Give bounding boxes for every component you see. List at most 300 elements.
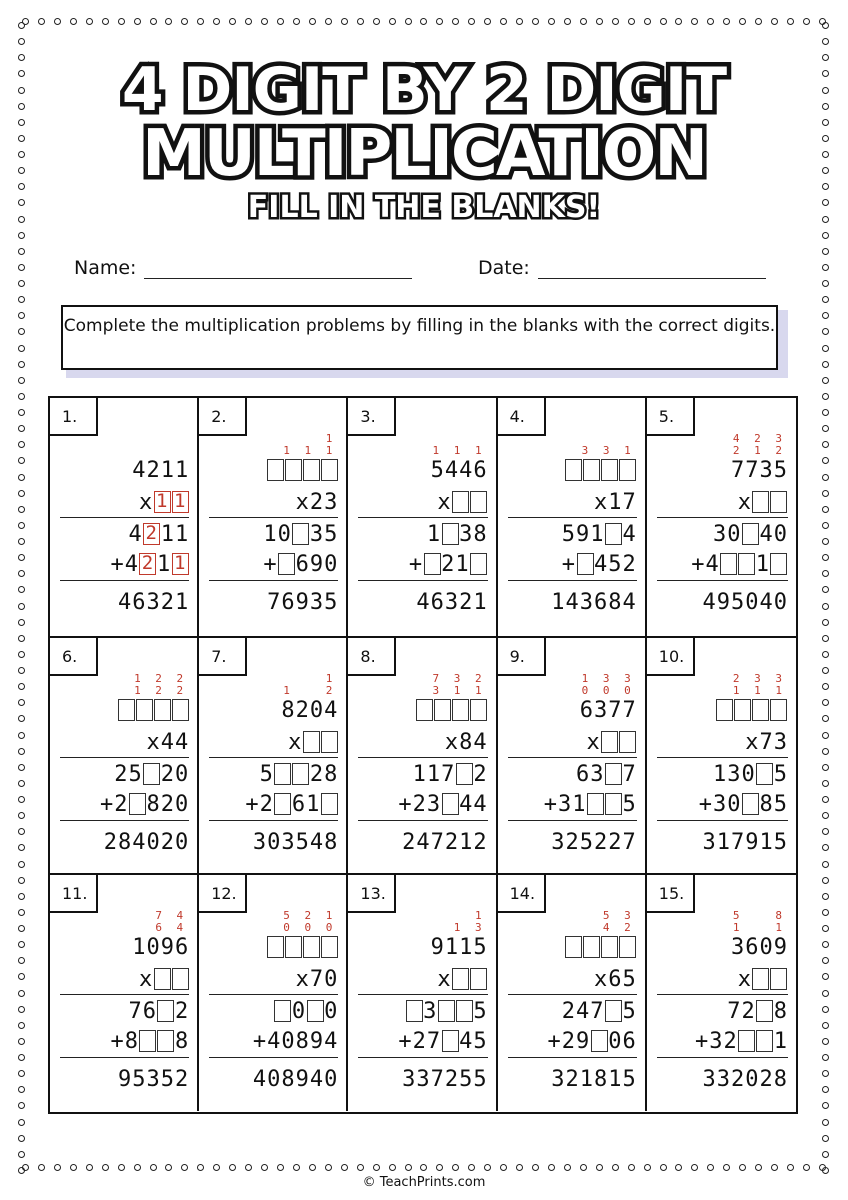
sum-line bbox=[60, 1057, 189, 1058]
partial-product-row-2: + 4 1 bbox=[681, 552, 788, 576]
blank-digit-box[interactable] bbox=[438, 1000, 455, 1022]
blank-digit-box[interactable] bbox=[292, 763, 309, 785]
product-line bbox=[508, 994, 637, 995]
operator-sign: x bbox=[586, 729, 601, 755]
blank-digit-box[interactable] bbox=[756, 1000, 773, 1022]
problem-number: 3. bbox=[348, 398, 396, 436]
border-dot bbox=[822, 780, 829, 787]
border-dot bbox=[18, 1070, 25, 1077]
border-dot bbox=[822, 264, 829, 271]
blank-digit-box[interactable] bbox=[605, 1000, 622, 1022]
multiplier-row: x 44 bbox=[146, 729, 190, 755]
multiplier-row: x 70 bbox=[295, 966, 339, 992]
border-dot bbox=[822, 1119, 829, 1126]
blank-digit-box[interactable] bbox=[285, 459, 302, 481]
multiplicand-row bbox=[416, 698, 488, 722]
final-product-row: 46321 bbox=[416, 589, 488, 615]
partial-product-row-1: 10 35 bbox=[263, 521, 339, 547]
filled-answer-box: 2 bbox=[139, 553, 156, 575]
product-line bbox=[358, 517, 487, 518]
blank-digit-box[interactable] bbox=[143, 763, 160, 785]
blank-digit-box[interactable] bbox=[770, 553, 787, 575]
partial-product-row-1: 72 8 bbox=[727, 998, 788, 1024]
problem-cell bbox=[498, 398, 647, 638]
carry-digits-top: 5 8 bbox=[732, 909, 786, 922]
partial-product-row-1: 591 4 bbox=[561, 521, 637, 547]
operator-sign: + bbox=[110, 1028, 125, 1054]
operator-sign: + bbox=[245, 791, 260, 817]
blank-digit-box[interactable] bbox=[605, 763, 622, 785]
blank-digit-box[interactable] bbox=[307, 1000, 324, 1022]
partial-product-row-1: 4 2 11 bbox=[128, 521, 190, 547]
filled-answer-box: 1 bbox=[172, 553, 189, 575]
border-dot bbox=[822, 683, 829, 690]
product-line bbox=[358, 994, 487, 995]
operator-sign: x bbox=[295, 489, 310, 515]
name-label: Name: bbox=[74, 257, 137, 279]
operator-sign: x bbox=[437, 966, 452, 992]
blank-digit-box[interactable] bbox=[172, 699, 189, 721]
border-dot bbox=[822, 522, 829, 529]
border-dot bbox=[707, 1164, 714, 1171]
blank-digit-box[interactable] bbox=[321, 731, 338, 753]
carry-digits-top: 1 bbox=[325, 432, 337, 445]
operator-sign: + bbox=[99, 791, 115, 817]
border-dot bbox=[18, 409, 25, 416]
carry-digits: 1 1 1 bbox=[732, 684, 786, 697]
partial-product-row-2: + 31 5 bbox=[543, 791, 637, 817]
multiplicand-row: 5446 bbox=[430, 457, 488, 483]
border-dot bbox=[18, 441, 25, 448]
multiplier-row: x 84 bbox=[444, 729, 488, 755]
blank-digit-box[interactable] bbox=[601, 936, 618, 958]
partial-product-row-2: + 27 45 bbox=[398, 1028, 488, 1054]
operator-sign: x bbox=[138, 966, 154, 992]
blank-digit-box[interactable] bbox=[738, 1030, 755, 1052]
sum-line bbox=[508, 820, 637, 821]
blank-digit-box[interactable] bbox=[619, 936, 636, 958]
operator-sign: + bbox=[698, 791, 713, 817]
problem-cell bbox=[50, 398, 199, 638]
border-dot bbox=[18, 973, 25, 980]
sum-line bbox=[508, 1057, 637, 1058]
blank-digit-box[interactable] bbox=[172, 968, 189, 990]
border-dot bbox=[612, 18, 619, 25]
partial-product-row-2: + 690 bbox=[263, 551, 339, 577]
blank-digit-box[interactable] bbox=[770, 968, 787, 990]
partial-product-row-1: 63 7 bbox=[576, 761, 637, 787]
blank-digit-box[interactable] bbox=[577, 553, 594, 575]
border-dot bbox=[675, 18, 682, 25]
blank-digit-box[interactable] bbox=[565, 936, 582, 958]
border-dot bbox=[18, 570, 25, 577]
border-dot bbox=[452, 18, 459, 25]
border-dot bbox=[213, 18, 220, 25]
blank-digit-box[interactable] bbox=[303, 731, 320, 753]
blank-digit-box[interactable] bbox=[770, 491, 787, 513]
border-dot bbox=[18, 1135, 25, 1142]
product-line bbox=[209, 517, 338, 518]
blank-digit-box[interactable] bbox=[756, 763, 773, 785]
blank-digit-box[interactable] bbox=[770, 699, 787, 721]
multiplier-row: x 65 bbox=[594, 966, 637, 992]
blank-digit-box[interactable] bbox=[442, 523, 459, 545]
border-dot bbox=[18, 22, 25, 29]
border-dot bbox=[54, 1164, 61, 1171]
sum-line bbox=[657, 1057, 788, 1058]
blank-digit-box[interactable] bbox=[456, 1000, 473, 1022]
operator-sign: + bbox=[398, 791, 413, 817]
problem-cell bbox=[50, 875, 199, 1111]
product-line bbox=[209, 757, 338, 758]
problem-cell bbox=[199, 638, 348, 875]
problem-cell bbox=[348, 398, 497, 638]
blank-digit-box[interactable] bbox=[321, 459, 338, 481]
final-product-row: 325227 bbox=[551, 829, 637, 855]
border-dot bbox=[822, 586, 829, 593]
blank-digit-box[interactable] bbox=[601, 459, 618, 481]
partial-product-row-1: 247 5 bbox=[561, 998, 637, 1024]
worksheet-title-line-2: MULTIPLICATION bbox=[142, 117, 706, 191]
border-dot bbox=[500, 18, 507, 25]
border-dot bbox=[532, 18, 539, 25]
border-dot bbox=[18, 377, 25, 384]
operator-sign: + bbox=[691, 551, 706, 577]
border-dot bbox=[822, 248, 829, 255]
blank-digit-box[interactable] bbox=[565, 459, 582, 481]
border-dot bbox=[18, 619, 25, 626]
dotted-border-bottom bbox=[22, 1164, 826, 1172]
blank-digit-box[interactable] bbox=[601, 731, 618, 753]
blank-digit-box[interactable] bbox=[605, 523, 622, 545]
blank-digit-box[interactable] bbox=[136, 699, 153, 721]
border-dot bbox=[822, 812, 829, 819]
blank-digit-box[interactable] bbox=[470, 553, 487, 575]
partial-product-row-1: 117 2 bbox=[412, 761, 488, 787]
blank-digit-box[interactable] bbox=[720, 553, 737, 575]
problem-number: 1. bbox=[50, 398, 98, 436]
border-dot bbox=[803, 18, 810, 25]
operator-sign: x bbox=[737, 966, 752, 992]
border-dot bbox=[18, 699, 25, 706]
border-dot bbox=[822, 973, 829, 980]
border-dot bbox=[755, 18, 762, 25]
operator-sign: x bbox=[594, 966, 609, 992]
blank-digit-box[interactable] bbox=[274, 1000, 291, 1022]
border-dot bbox=[822, 796, 829, 803]
worksheet-title-line-1: 4 DIGIT BY 2 DIGIT bbox=[121, 55, 727, 125]
blank-digit-box[interactable] bbox=[278, 553, 295, 575]
border-dot bbox=[532, 1164, 539, 1171]
border-dot bbox=[822, 554, 829, 561]
product-line bbox=[508, 757, 637, 758]
multiplier-row bbox=[129, 967, 189, 991]
border-dot bbox=[18, 909, 25, 916]
blank-digit-box[interactable] bbox=[619, 459, 636, 481]
border-dot bbox=[18, 538, 25, 545]
border-dot bbox=[564, 18, 571, 25]
blank-digit-box[interactable] bbox=[583, 459, 600, 481]
border-dot bbox=[18, 1119, 25, 1126]
blank-digit-box[interactable] bbox=[470, 699, 487, 721]
problem-number: 14. bbox=[498, 875, 546, 913]
blank-digit-box[interactable] bbox=[716, 699, 733, 721]
date-field[interactable] bbox=[478, 257, 766, 279]
blank-digit-box[interactable] bbox=[157, 1030, 174, 1052]
border-dot bbox=[38, 18, 45, 25]
operator-sign: x bbox=[444, 729, 460, 755]
final-product-row: 143684 bbox=[551, 589, 637, 615]
problem-cell bbox=[199, 875, 348, 1111]
blank-digit-box[interactable] bbox=[154, 968, 171, 990]
border-dot bbox=[405, 18, 412, 25]
final-product-row: 303548 bbox=[252, 829, 339, 855]
blank-digit-box[interactable] bbox=[752, 968, 769, 990]
border-dot bbox=[484, 18, 491, 25]
blank-digit-box[interactable] bbox=[154, 699, 171, 721]
blank-digit-box[interactable] bbox=[734, 699, 751, 721]
partial-product-row-1: 3 5 bbox=[405, 999, 488, 1023]
border-dot bbox=[580, 18, 587, 25]
carry-digits: 1 2 2 bbox=[134, 684, 188, 697]
blank-digit-box[interactable] bbox=[452, 491, 469, 513]
blank-digit-box[interactable] bbox=[752, 699, 769, 721]
multiplicand-row: 7735 bbox=[730, 457, 788, 483]
date-line[interactable] bbox=[538, 259, 766, 279]
border-dot bbox=[822, 990, 829, 997]
blank-digit-box[interactable] bbox=[742, 793, 759, 815]
border-dot bbox=[452, 1164, 459, 1171]
blank-digit-box[interactable] bbox=[456, 763, 473, 785]
multiplicand-row bbox=[565, 458, 637, 482]
blank-digit-box[interactable] bbox=[619, 731, 636, 753]
operator-sign: x bbox=[437, 489, 452, 515]
blank-digit-box[interactable] bbox=[752, 491, 769, 513]
carry-digits-top: 1 bbox=[325, 672, 337, 685]
border-dot bbox=[229, 1164, 236, 1171]
carry-digits: 1 1 1 bbox=[283, 444, 337, 457]
border-dot bbox=[548, 1164, 555, 1171]
border-dot bbox=[822, 844, 829, 851]
blank-digit-box[interactable] bbox=[157, 1000, 174, 1022]
carry-digits: 1 1 1 bbox=[432, 444, 486, 457]
problem-cell bbox=[647, 875, 796, 1111]
border-dot bbox=[723, 1164, 730, 1171]
blank-digit-box[interactable] bbox=[756, 1030, 773, 1052]
border-dot bbox=[822, 1086, 829, 1093]
carry-digits: 0 0 0 bbox=[283, 921, 337, 934]
filled-answer-box: 2 bbox=[143, 523, 160, 545]
border-dot bbox=[707, 18, 714, 25]
border-dot bbox=[86, 1164, 93, 1171]
border-dot bbox=[18, 1006, 25, 1013]
multiplicand-row: 1096 bbox=[132, 934, 190, 960]
blank-digit-box[interactable] bbox=[118, 699, 135, 721]
blank-digit-box[interactable] bbox=[605, 793, 622, 815]
carry-digits: 3 1 1 bbox=[432, 684, 486, 697]
border-dot bbox=[822, 925, 829, 932]
border-dot bbox=[277, 18, 284, 25]
partial-product-row-2: + 30 85 bbox=[698, 791, 788, 817]
carry-digits-top: 4 2 3 bbox=[732, 432, 786, 445]
border-dot bbox=[261, 1164, 268, 1171]
blank-digit-box[interactable] bbox=[321, 936, 338, 958]
product-line bbox=[60, 517, 189, 518]
border-dot bbox=[18, 780, 25, 787]
blank-digit-box[interactable] bbox=[442, 793, 459, 815]
border-dot bbox=[18, 425, 25, 432]
border-dot bbox=[822, 877, 829, 884]
problem-cell bbox=[348, 875, 497, 1111]
border-dot bbox=[628, 1164, 635, 1171]
border-dot bbox=[822, 1054, 829, 1061]
blank-digit-box[interactable] bbox=[292, 523, 309, 545]
border-dot bbox=[197, 18, 204, 25]
name-line[interactable] bbox=[144, 259, 412, 279]
border-dot bbox=[229, 18, 236, 25]
operator-sign: + bbox=[110, 551, 125, 577]
border-dot bbox=[822, 1022, 829, 1029]
border-dot bbox=[548, 18, 555, 25]
product-line bbox=[209, 994, 338, 995]
problem-number: 5. bbox=[647, 398, 695, 436]
blank-digit-box[interactable] bbox=[303, 936, 320, 958]
blank-digit-box[interactable] bbox=[321, 793, 338, 815]
blank-digit-box[interactable] bbox=[274, 763, 291, 785]
blank-digit-box[interactable] bbox=[452, 968, 469, 990]
blank-digit-box[interactable] bbox=[470, 968, 487, 990]
blank-digit-box[interactable] bbox=[452, 699, 469, 721]
blank-digit-box[interactable] bbox=[406, 1000, 423, 1022]
blank-digit-box[interactable] bbox=[583, 936, 600, 958]
sum-line bbox=[209, 1057, 338, 1058]
border-dot bbox=[822, 1135, 829, 1142]
border-dot bbox=[54, 18, 61, 25]
blank-digit-box[interactable] bbox=[274, 793, 291, 815]
border-dot bbox=[18, 893, 25, 900]
border-dot bbox=[771, 1164, 778, 1171]
border-dot bbox=[18, 1151, 25, 1158]
border-dot bbox=[691, 18, 698, 25]
border-dot bbox=[822, 715, 829, 722]
border-dot bbox=[436, 18, 443, 25]
border-dot bbox=[822, 667, 829, 674]
multiplier-row bbox=[728, 490, 788, 514]
border-dot bbox=[373, 1164, 380, 1171]
blank-digit-box[interactable] bbox=[416, 699, 433, 721]
carry-digits-top: 7 4 bbox=[155, 909, 188, 922]
border-dot bbox=[822, 764, 829, 771]
border-dot bbox=[596, 18, 603, 25]
blank-digit-box[interactable] bbox=[442, 1030, 459, 1052]
blank-digit-box[interactable] bbox=[470, 491, 487, 513]
problem-number: 7. bbox=[199, 638, 247, 676]
border-dot bbox=[822, 619, 829, 626]
border-dot bbox=[660, 18, 667, 25]
border-dot bbox=[18, 393, 25, 400]
border-dot bbox=[822, 38, 829, 45]
carry-digits: 1 3 bbox=[453, 921, 486, 934]
border-dot bbox=[18, 312, 25, 319]
blank-digit-box[interactable] bbox=[267, 936, 284, 958]
partial-product-row-2: + 452 bbox=[561, 551, 637, 577]
partial-product-row-2: + 32 1 bbox=[694, 1028, 788, 1054]
border-dot bbox=[803, 1164, 810, 1171]
border-dot bbox=[134, 1164, 141, 1171]
operator-sign: + bbox=[543, 791, 559, 817]
final-product-row: 317915 bbox=[702, 829, 788, 855]
carry-digits-top: 7 3 2 bbox=[432, 672, 486, 685]
border-dot bbox=[357, 1164, 364, 1171]
border-dot bbox=[18, 1038, 25, 1045]
border-dot bbox=[822, 538, 829, 545]
sum-line bbox=[358, 820, 487, 821]
blank-digit-box[interactable] bbox=[267, 459, 284, 481]
partial-product-row-1: 0 0 bbox=[274, 999, 339, 1023]
border-dot bbox=[18, 603, 25, 610]
border-dot bbox=[18, 941, 25, 948]
border-dot bbox=[102, 1164, 109, 1171]
border-dot bbox=[18, 280, 25, 287]
operator-sign: + bbox=[252, 1028, 268, 1054]
carry-digits: 3 3 1 bbox=[581, 444, 635, 457]
product-line bbox=[657, 994, 788, 995]
blank-digit-box[interactable] bbox=[303, 459, 320, 481]
border-dot bbox=[18, 1102, 25, 1109]
filled-answer-box: 1 bbox=[172, 491, 189, 513]
name-field[interactable] bbox=[74, 257, 412, 279]
blank-digit-box[interactable] bbox=[738, 553, 755, 575]
multiplicand-row: 8204 bbox=[281, 697, 339, 723]
border-dot bbox=[822, 732, 829, 739]
partial-product-row-1: 130 5 bbox=[712, 761, 788, 787]
border-dot bbox=[420, 18, 427, 25]
blank-digit-box[interactable] bbox=[591, 1030, 608, 1052]
blank-digit-box[interactable] bbox=[587, 793, 604, 815]
multiplicand-row bbox=[117, 698, 189, 722]
blank-digit-box[interactable] bbox=[139, 1030, 156, 1052]
final-product-row: 332028 bbox=[702, 1066, 788, 1092]
border-dot bbox=[18, 925, 25, 932]
problem-number: 9. bbox=[498, 638, 546, 676]
border-dot bbox=[18, 1086, 25, 1093]
partial-product-row-2: + 23 44 bbox=[398, 791, 488, 817]
blank-digit-box[interactable] bbox=[434, 699, 451, 721]
border-dot bbox=[18, 812, 25, 819]
blank-digit-box[interactable] bbox=[285, 936, 302, 958]
multiplicand-row bbox=[266, 935, 338, 959]
operator-sign: x bbox=[745, 729, 760, 755]
blank-digit-box[interactable] bbox=[424, 553, 441, 575]
border-dot bbox=[118, 18, 125, 25]
product-line bbox=[508, 517, 637, 518]
instructions-text: Complete the multiplication problems by filling in the blanks with the correct digits. bbox=[63, 316, 776, 336]
operator-sign: x bbox=[594, 489, 609, 515]
multiplicand-row bbox=[266, 458, 338, 482]
carry-digits-top: 5 3 bbox=[602, 909, 635, 922]
border-dot bbox=[822, 22, 829, 29]
border-dot bbox=[245, 1164, 252, 1171]
border-dot bbox=[420, 1164, 427, 1171]
border-dot bbox=[822, 328, 829, 335]
operator-sign: x bbox=[146, 729, 161, 755]
blank-digit-box[interactable] bbox=[742, 523, 759, 545]
border-dot bbox=[18, 361, 25, 368]
blank-digit-box[interactable] bbox=[129, 793, 146, 815]
border-dot bbox=[822, 909, 829, 916]
border-dot bbox=[18, 1054, 25, 1061]
border-dot bbox=[628, 18, 635, 25]
